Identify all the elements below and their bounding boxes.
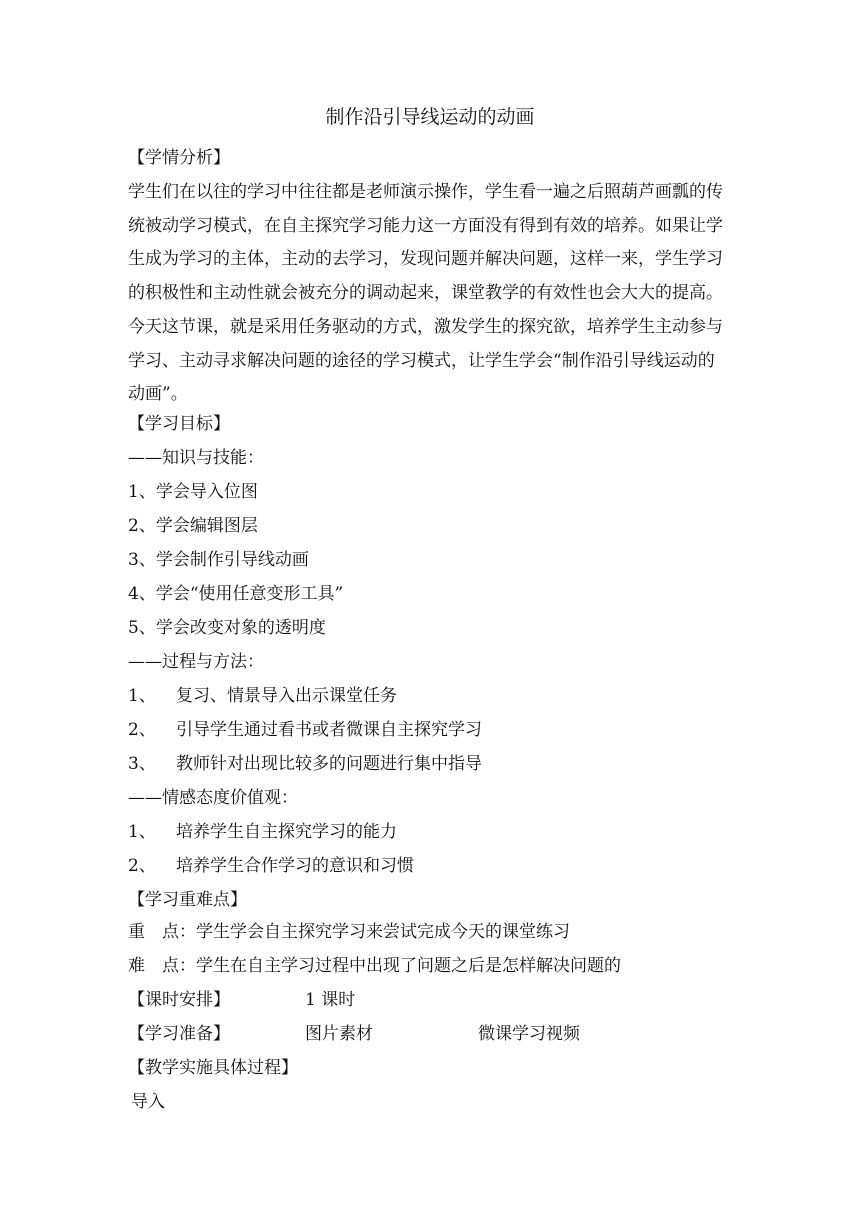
analysis-line: 动画”。 <box>128 384 188 405</box>
analysis-heading: 【学情分析】 <box>128 148 230 168</box>
analysis-line: 生成为学习的主体，主动的去学习，发现问题并解决问题，这样一来，学生学习 <box>128 249 723 270</box>
process-detail-heading: 【教学实施具体过程】 <box>128 1058 298 1078</box>
item-text: 复习、情景导入出示课堂任务 <box>176 686 397 706</box>
item-text: 引导学生通过看书或者微课自主探究学习 <box>176 720 482 740</box>
analysis-line: 学习、主动寻求解决问题的途径的学习模式，让学生学会“制作沿引导线运动的 <box>128 350 715 371</box>
analysis-line: 的积极性和主动性就会被充分的调动起来，课堂教学的有效性也会大大的提高。 <box>128 283 723 304</box>
item-number: 2、 <box>128 720 156 740</box>
item-text: 培养学生合作学习的意识和习惯 <box>176 856 414 876</box>
attitude-item <box>128 854 728 878</box>
item-text: 教师针对出现比较多的问题进行集中指导 <box>176 754 482 774</box>
analysis-line: 今天这节课，就是采用任务驱动的方式，激发学生的探究欲，培养学生主动参与 <box>128 316 723 337</box>
document-title: 制作沿引导线运动的动画 <box>325 106 535 128</box>
prep-row <box>128 1022 728 1046</box>
schedule-row <box>128 988 728 1012</box>
item-number: 1、 <box>128 822 156 842</box>
item-number: 2、 <box>128 856 156 876</box>
item-number: 1、 <box>128 686 156 706</box>
analysis-line: 学生们在以往的学习中往往都是老师演示操作，学生看一遍之后照葫芦画瓢的传 <box>128 182 723 202</box>
knowledge-item: 5、学会改变对象的透明度 <box>128 618 326 638</box>
analysis-paragraph <box>128 176 733 412</box>
schedule-value: 1 课时 <box>305 990 356 1010</box>
item-number: 3、 <box>128 754 156 774</box>
prep-item: 微课学习视频 <box>478 1024 580 1044</box>
schedule-heading: 【课时安排】 <box>128 990 230 1010</box>
knowledge-item: 2、学会编辑图层 <box>128 516 258 536</box>
knowledge-heading: ——知识与技能： <box>128 448 264 468</box>
goals-heading: 【学习目标】 <box>128 414 230 434</box>
key-heading: 【学习重难点】 <box>128 890 247 910</box>
process-item <box>128 718 728 742</box>
knowledge-item: 4、学会“使用任意变形工具” <box>128 584 344 604</box>
attitude-heading: ——情感态度价值观： <box>128 788 298 808</box>
attitude-item <box>128 820 728 844</box>
knowledge-item: 3、学会制作引导线动画 <box>128 550 309 570</box>
intro-label: 导入 <box>131 1092 165 1112</box>
process-item <box>128 684 728 708</box>
analysis-line: 统被动学习模式，在自主探究学习能力这一方面没有得到有效的培养。如果让学 <box>128 215 723 236</box>
prep-heading: 【学习准备】 <box>128 1024 230 1044</box>
prep-item: 图片素材 <box>305 1024 373 1044</box>
difficult-point: 难 点：学生在自主学习过程中出现了问题之后是怎样解决问题的 <box>128 956 621 976</box>
process-item <box>128 752 728 776</box>
process-heading: ——过程与方法： <box>128 652 264 672</box>
item-text: 培养学生自主探究学习的能力 <box>176 822 397 842</box>
knowledge-item: 1、学会导入位图 <box>128 482 258 502</box>
key-point: 重 点：学生学会自主探究学习来尝试完成今天的课堂练习 <box>128 922 570 942</box>
